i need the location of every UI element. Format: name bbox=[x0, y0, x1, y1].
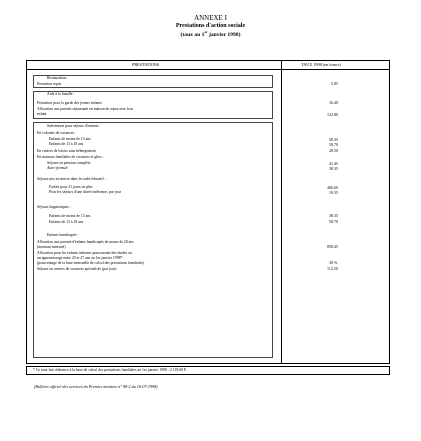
rates-prefix: (taux au 1 bbox=[180, 31, 205, 38]
row-label: Séjours en centres de vacances spécialisés (par jour) bbox=[37, 267, 117, 271]
row-label: Allocation aux parents d'enfants handicapés de moins de 20 ans bbox=[37, 240, 134, 244]
row-rate: 406.60 bbox=[327, 185, 338, 190]
row-label: Prestation repas bbox=[37, 82, 62, 86]
row-label: En maisons familiales de vacances et gîtes : bbox=[37, 155, 104, 159]
footnote: * Ce taux fait référence à la base de calcul des prestations familiales au 1er janvier 1998 : 2 118,68 F. bbox=[26, 366, 390, 375]
row-label: enfant bbox=[37, 112, 47, 116]
row-rate: 28.50 bbox=[329, 148, 338, 153]
row-label: (pourcentage de la base mensuelle de calcul des prestations familiales) bbox=[37, 261, 145, 265]
row-rate: 58.70 bbox=[329, 219, 338, 224]
rates-date bbox=[0, 31, 421, 38]
row-label: Autre formule bbox=[47, 166, 69, 170]
row-rate: 122.80 bbox=[327, 112, 338, 117]
column-header-prestations: PRESTATIONS bbox=[132, 62, 160, 67]
row-label: Enfants de moins de 13 ans bbox=[49, 214, 91, 218]
row-label: Forfait pour 21 jours ou plus bbox=[49, 185, 93, 189]
row-label: Enfants de 13 à 18 ans bbox=[49, 142, 84, 146]
row-rate: 16.40 bbox=[329, 100, 338, 105]
row-label: Enfants de moins de 13 ans bbox=[49, 137, 91, 141]
row-label: Séjours mis en œuvre dans le cadre éducatif : bbox=[37, 177, 106, 181]
row-label: Subvention pour séjours d'enfants : bbox=[47, 124, 101, 128]
row-rate: 858.45 bbox=[327, 244, 338, 249]
row-label: Séjours linguistiques : bbox=[37, 205, 71, 209]
row-rate: 38.35 bbox=[329, 166, 338, 171]
row-label: Restauration : bbox=[47, 76, 69, 80]
row-label: Prestation pour la garde des jeunes enfants bbox=[37, 101, 102, 105]
header-divider bbox=[27, 69, 389, 70]
row-label: Séjours en pension complète bbox=[47, 161, 91, 165]
prestations-table bbox=[26, 60, 390, 364]
rates-sup: er bbox=[204, 30, 208, 34]
column-divider bbox=[281, 61, 282, 363]
row-rate: 58.70 bbox=[329, 142, 338, 147]
row-label: Aide à la famille : bbox=[47, 92, 75, 96]
source-citation: (Bulletin officiel des services du Premier ministre n° 98-2 du 16-07-1998) bbox=[34, 384, 158, 389]
column-header-taux: TAUX 1998 (en francs) bbox=[301, 62, 341, 67]
row-label: Pour les séjours d'une durée inférieure, par jour bbox=[49, 190, 121, 194]
row-rate: 38.35 bbox=[329, 213, 338, 218]
row-rate: 30 % bbox=[329, 260, 338, 265]
row-rate: 5.85 bbox=[331, 81, 338, 86]
section-restauration bbox=[33, 75, 273, 88]
row-label: En centres de loisirs sans hébergement bbox=[37, 149, 96, 153]
row-rate: 38.35 bbox=[329, 137, 338, 142]
row-rate: 112.50 bbox=[327, 266, 338, 271]
row-label: En colonies de vacances : bbox=[37, 131, 77, 135]
row-label: Enfants handicapés : bbox=[47, 233, 79, 237]
row-rate: 19.35 bbox=[329, 190, 338, 195]
row-label: Allocation pour les enfants infirmes poursuivant des études ou bbox=[37, 251, 132, 255]
row-label: Allocation aux parents séjournant en maison de repos avec leur bbox=[37, 107, 134, 111]
rates-suffix: janvier 1998) bbox=[207, 31, 241, 38]
row-label: Enfants de 13 à 18 ans bbox=[49, 220, 84, 224]
row-label: un apprentissage entre 20 et 27 ans au 1er janvier 1998* bbox=[37, 256, 123, 260]
document-title: Prestations d'action sociale bbox=[175, 23, 246, 29]
row-label: (montant mensuel) bbox=[37, 245, 66, 249]
annex-label: ANNEXE I bbox=[194, 14, 227, 22]
row-rate: 41.45 bbox=[329, 161, 338, 166]
